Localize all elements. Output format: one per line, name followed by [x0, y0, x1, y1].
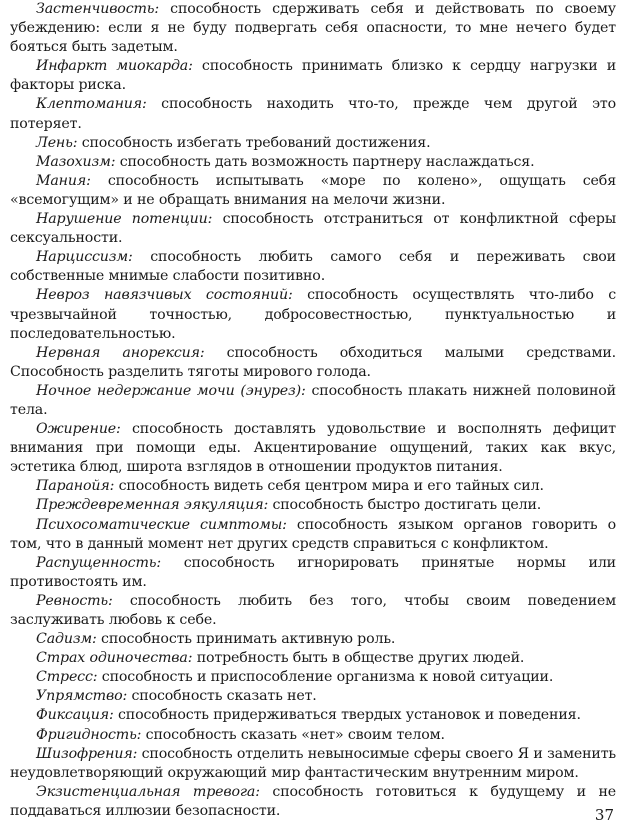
glossary-entry	[10, 172, 616, 210]
entry-definition: потребность быть в обществе других людей.	[192, 650, 525, 667]
entry-term: Страх одиночества:	[36, 650, 193, 667]
entry-definition: способность сказать «нет» своим телом.	[141, 726, 445, 743]
entry-term: Шизофрения:	[36, 745, 138, 762]
glossary-entry	[10, 95, 616, 133]
glossary-entry	[10, 153, 616, 172]
entry-definition: способность сказать нет.	[127, 688, 317, 705]
entry-term: Упрямство:	[36, 688, 128, 705]
entry-definition: способность быстро достигать цели.	[268, 497, 542, 514]
glossary-entry	[10, 554, 616, 592]
glossary-entries	[10, 0, 616, 821]
entry-definition: способность осуществлять что-либо с чрезвычайной точностью, добросовестностью, пунктуальностью и последовательностью.	[10, 287, 616, 342]
entry-term: Нарциссизм:	[36, 249, 133, 266]
entry-term: Застенчивость:	[36, 1, 160, 17]
entry-term: Фригидность:	[36, 726, 142, 743]
entry-term: Мания:	[36, 172, 91, 189]
glossary-entry	[10, 0, 616, 57]
glossary-entry	[10, 592, 616, 630]
entry-definition: способность обходиться малыми средствами. Способность разделить тяготы мирового голода.	[10, 344, 616, 380]
entry-definition: способность плакать нижней половиной тела.	[10, 382, 616, 418]
entry-definition: способность готовиться к будущему и не поддаваться иллюзии безопасности.	[10, 783, 616, 819]
entry-term: Ревность:	[36, 592, 113, 609]
document-page	[10, 0, 616, 821]
entry-term: Мазохизм:	[36, 153, 116, 170]
entry-term: Распущенность:	[36, 554, 161, 571]
entry-definition: способность испытывать «море по колено», ощущать себя «всемогущим» и не обращать внимания на мелочи жизни.	[10, 172, 616, 208]
entry-term: Экзистенциальная тревога:	[36, 783, 260, 800]
entry-term: Ожирение:	[36, 421, 121, 438]
entry-term: Садизм:	[36, 631, 97, 648]
entry-term: Фиксация:	[36, 707, 114, 724]
entry-definition: способность придерживаться твердых установок и поведения.	[113, 707, 581, 724]
entry-term: Инфаркт миокарда:	[36, 58, 193, 75]
entry-definition: способность любить самого себя и переживать свои собственные мнимые слабости позитивно.	[10, 249, 616, 285]
glossary-entry	[10, 344, 616, 382]
glossary-entry	[10, 630, 616, 649]
entry-definition: способность отделить невыносимые сферы своего Я и заменить неудовлетворяющий окружающий мир фантастическим внутренним миром.	[10, 745, 616, 781]
glossary-entry	[10, 783, 616, 821]
entry-definition: способность видеть себя центром мира и его тайных сил.	[114, 478, 544, 495]
glossary-entry	[10, 516, 616, 554]
glossary-entry	[10, 420, 616, 477]
entry-term: Невроз навязчивых состояний:	[36, 287, 293, 304]
glossary-entry	[10, 57, 616, 95]
entry-definition: способность находить что-то, прежде чем другой это потеряет.	[10, 96, 616, 132]
glossary-entry	[10, 649, 616, 668]
glossary-entry	[10, 210, 616, 248]
page-number: 37	[594, 806, 614, 824]
entry-definition: способность любить без того, чтобы своим поведением заслуживать любовь к себе.	[10, 592, 616, 628]
entry-definition: способность принимать близко к сердцу нагрузки и факторы риска.	[10, 58, 616, 94]
entry-term: Нарушение потенции:	[36, 211, 213, 228]
entry-term: Преждевременная эякуляция:	[36, 497, 269, 514]
entry-term: Нервная анорексия:	[36, 344, 205, 361]
entry-definition: способность языком органов говорить о том, что в данный момент нет других средств справиться с конфликтом.	[10, 516, 617, 552]
glossary-entry	[10, 477, 616, 496]
glossary-entry	[10, 687, 616, 706]
entry-term: Психосоматические симптомы:	[36, 516, 287, 533]
glossary-entry	[10, 706, 616, 725]
glossary-entry	[10, 248, 616, 286]
entry-definition: способность дать возможность партнеру наслаждаться.	[115, 153, 535, 170]
glossary-entry	[10, 745, 616, 783]
entry-term: Стресс:	[36, 669, 98, 686]
glossary-entry	[10, 382, 616, 420]
entry-term: Лень:	[36, 134, 78, 151]
entry-definition: способность отстраниться от конфликтной сферы сексуальности.	[10, 211, 616, 247]
entry-definition: способность игнорировать принятые нормы или противостоять им.	[10, 554, 616, 590]
entry-definition: способность сдерживать себя и действовать по своему убеждению: если я не буду подвергать себя опасности, то мне нечего будет бояться быть задетым.	[10, 1, 616, 56]
glossary-entry	[10, 496, 616, 515]
entry-definition: способность доставлять удовольствие и восполнять дефицит внимания при помощи еды. Акцентирование ощущений, таких как вкус, эстетика блюд, широта взглядов в отношении продуктов питания.	[10, 421, 616, 476]
glossary-entry	[10, 726, 616, 745]
entry-definition: способность и приспособление организма к новой ситуации.	[97, 669, 554, 686]
entry-term: Клептомания:	[36, 96, 147, 113]
glossary-entry	[10, 134, 616, 153]
entry-term: Ночное недержание мочи (энурез):	[36, 382, 306, 399]
entry-definition: способность избегать требований достижения.	[77, 134, 431, 151]
entry-term: Паранойя:	[36, 478, 115, 495]
glossary-entry	[10, 286, 616, 343]
glossary-entry	[10, 668, 616, 687]
entry-definition: способность принимать активную роль.	[96, 631, 396, 648]
